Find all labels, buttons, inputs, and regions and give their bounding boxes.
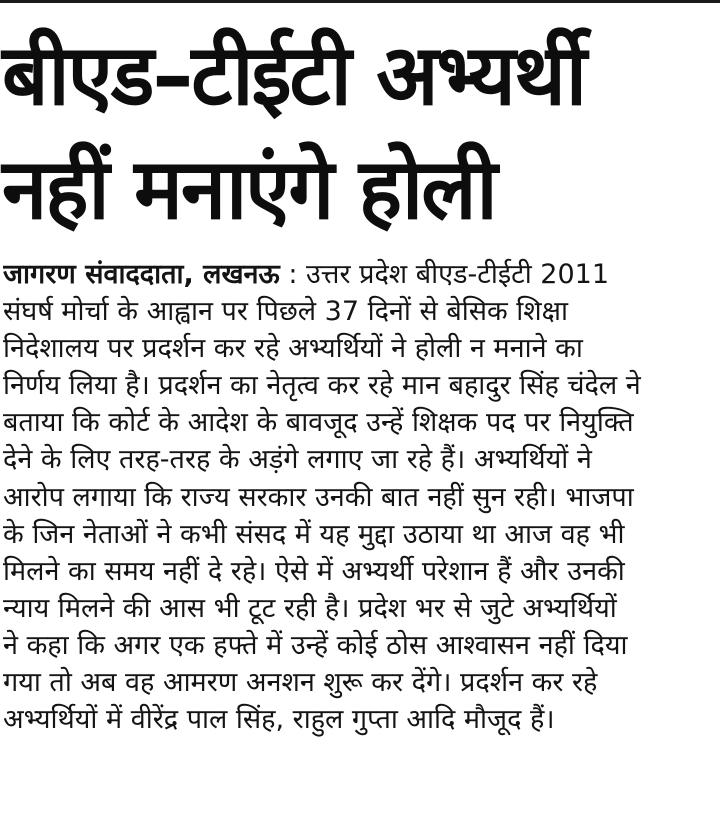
- article-line: संघर्ष मोर्चा के आह्वान पर पिछले 37 दिनों से बेसिक शिक्षा: [3, 296, 569, 328]
- headline-line-2: नहीं मनाएंगे होली: [2, 140, 496, 238]
- top-rule: [0, 0, 720, 3]
- article-line: गया तो अब वह आमरण अनशन शुरू कर देंगे। प्रदर्शन कर रहे: [3, 667, 598, 699]
- dateline: जागरण संवाददाता, लखनऊ: [3, 259, 280, 290]
- article-body: [3, 256, 693, 738]
- article-line: अभ्यर्थियों में वीरेंद्र पाल सिंह, राहुल गुप्ता आदि मौजूद हैं।: [3, 704, 555, 736]
- article-line: के जिन नेताओं ने कभी संसद में यह मुद्दा उठाया था आज वह भी: [3, 518, 625, 550]
- article-line: देने के लिए तरह-तरह के अड़ंगे लगाए जा रहे हैं। अभ्यर्थियों ने: [3, 444, 592, 476]
- article-line: मिलने का समय नहीं दे रहे। ऐसे में अभ्यर्थी परेशान हैं और उनकी: [3, 555, 625, 587]
- article-line: ने कहा कि अगर एक हफ्ते में उन्हें कोई ठोस आश्वासन नहीं दिया: [3, 629, 628, 661]
- headline: [2, 18, 718, 246]
- article-line: न्याय मिलने की आस भी टूट रही है। प्रदेश भर से जुटे अभ्यर्थियों: [3, 592, 617, 624]
- article-line: निर्णय लिया है। प्रदर्शन का नेतृत्व कर रहे मान बहादुर सिंह चंदेल ने: [3, 370, 641, 402]
- article-line: [3, 256, 693, 293]
- article-line: निदेशालय पर प्रदर्शन कर रहे अभ्यर्थियों ने होली न मनाने का: [3, 333, 583, 365]
- headline-line-1: बीएड–टीईटी अभ्यर्थी: [2, 26, 586, 124]
- article-line-text: : उत्तर प्रदेश बीएड-टीईटी 2011: [279, 259, 609, 290]
- article-line: आरोप लगाया कि राज्य सरकार उनकी बात नहीं सुन रही। भाजपा: [3, 481, 634, 513]
- article-line: बताया कि कोर्ट के आदेश के बावजूद उन्हें शिक्षक पद पर नियुक्ति: [3, 407, 634, 439]
